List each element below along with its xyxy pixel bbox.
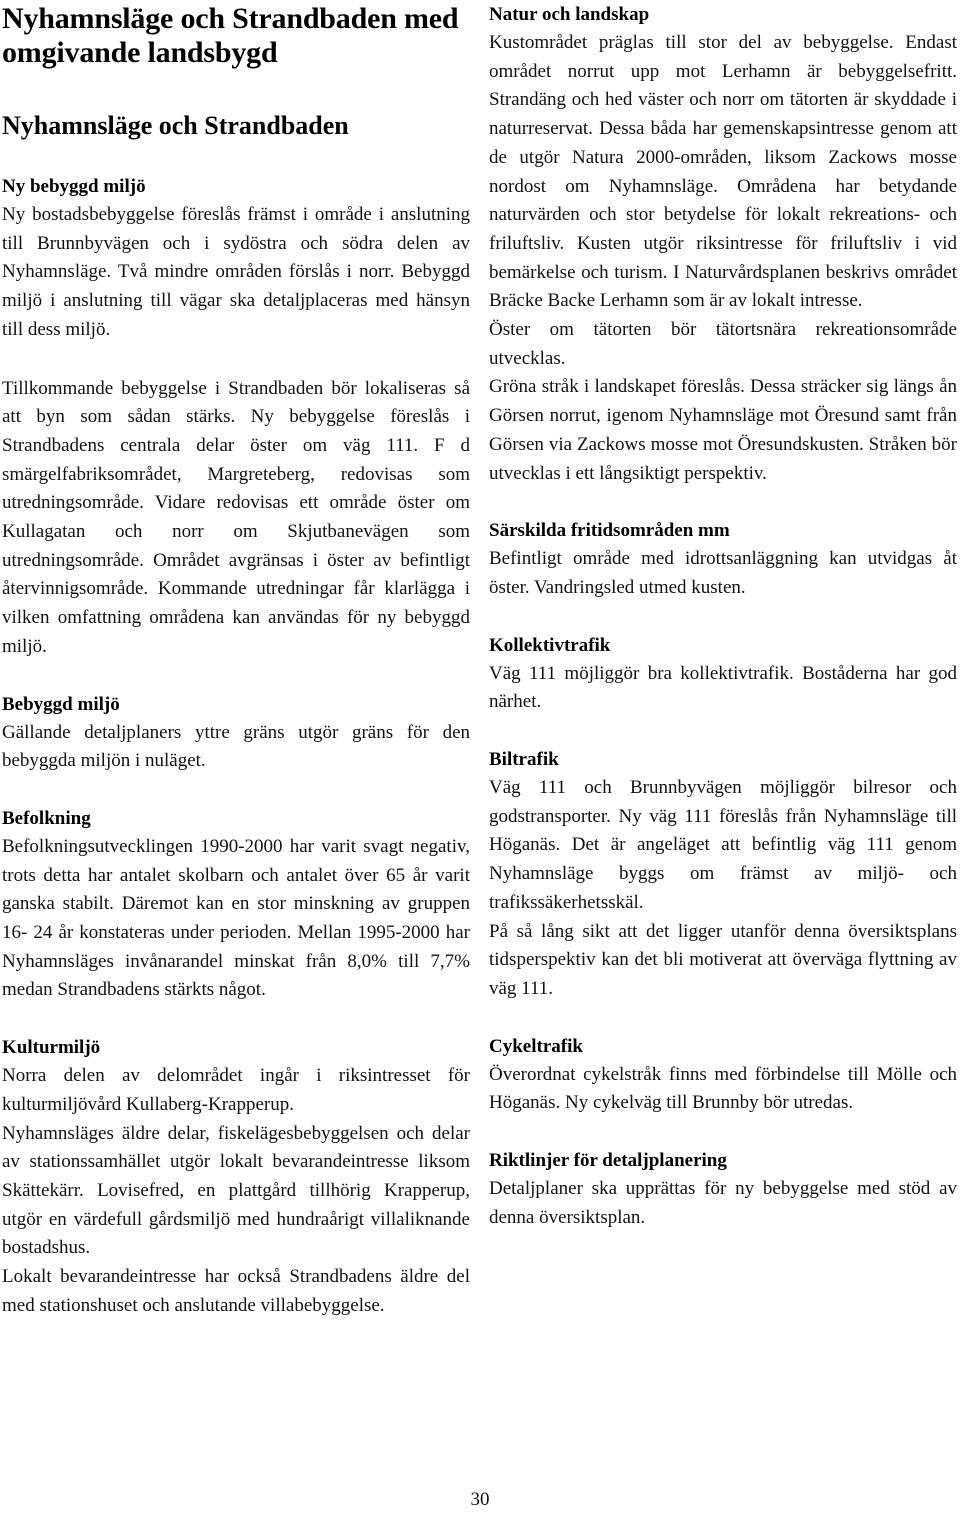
section-paragraph: Kustområdet präglas till stor del av bebyggelse. Endast området norrut upp mot Lerhamn är bebyggelsefritt. Strandäng och hed väster och norr om tätorten är skyddade i naturreservat. Dessa båda har gemenskapsintresse genom att de utgör Natura 2000-områden, liksom Zackows mosse nordost om Nyhamnsläge. Områdena har betydande naturvärden och stor betydelse för lokalt rekreations- och friluftsliv. Kusten utgör riksintresse för friluftsliv i vid bemärkelse och turism. I Naturvårdsplanen beskrivs området Bräcke Backe Lerhamn som är av lokalt intresse. bbox=[489, 32, 957, 312]
section-heading: Kollektivtrafik bbox=[489, 634, 611, 656]
section-subtitle: Nyhamnsläge och Strandbaden bbox=[2, 111, 349, 140]
section-paragraph: Gröna stråk i landskapet föreslås. Dessa sträcker sig längs ån Görsen norrut, igenom Nyhamnsläge mot Öresund samt från Görsen via Zackows mosse mot Öresundskusten. Stråken bör utvecklas i ett långsiktigt perspektiv. bbox=[489, 376, 957, 484]
section-paragraph: Tillkommande bebyggelse i Strandbaden bör lokaliseras så att byn som sådan stärks. Ny bebyggelse föreslås i Strandbadens centrala delar öster om väg 111. F d smärgelfabriksområdet, Margreteberg, redovisas som utredningsområde. Vidare redovisas ett område öster om Kullagatan och norr om Skjutbanevägen som utredningsområde. Området avgränsas i öster av befintligt återvinnigsområde. Kommande utredningar får klarlägga i vilken omfattning områdena kan användas för ny bebyggd miljö. bbox=[2, 377, 470, 657]
section-heading: Cykeltrafik bbox=[489, 1035, 583, 1057]
section-riktlinjer-detaljplanering bbox=[489, 1146, 957, 1232]
section-heading: Särskilda fritidsområden mm bbox=[489, 520, 730, 542]
section-paragraph: Öster om tätorten bör tätortsnära rekreationsområde utvecklas. bbox=[489, 319, 957, 369]
section-heading: Befolkning bbox=[2, 807, 91, 829]
section-paragraph: Ny bostadsbebyggelse föreslås främst i område i anslutning till Brunnbyvägen och i sydöstra och södra delen av Nyhamnsläge. Två mindre områden förslås i norr. Bebyggd miljö i anslutning till vägar ska detaljplaceras med hänsyn till dess miljö. bbox=[2, 204, 470, 340]
section-bebyggd-miljo bbox=[2, 690, 470, 776]
section-paragraph: Norra delen av delområdet ingår i riksintresset för kulturmiljövård Kullaberg-Krapperup. bbox=[2, 1065, 470, 1115]
section-ny-bebyggd-miljo bbox=[2, 172, 470, 345]
section-paragraph: Gällande detaljplaners yttre gräns utgör gräns för den bebyggda miljön i nuläget. bbox=[2, 721, 470, 772]
section-paragraph: Nyhamnsläges äldre delar, fiskelägesbebyggelsen och delar av stationssamhället utgör lokalt bevarandeintresse liksom Skättekärr. Lovisefred, en plattgård tillhörig Krapperup, utgör en värdefull gårdsmiljö med hundraårigt villaliknande bostadshus. bbox=[2, 1122, 470, 1259]
section-natur-och-landskap bbox=[489, 0, 957, 488]
left-column bbox=[2, 0, 470, 1321]
section-heading: Natur och landskap bbox=[489, 4, 650, 25]
section-paragraph: Lokalt bevarandeintresse har också Strandbadens äldre del med stationshuset och anslutande villabebyggelse. bbox=[2, 1266, 470, 1316]
section-heading: Biltrafik bbox=[489, 749, 559, 771]
section-biltrafik bbox=[489, 745, 957, 1004]
section-sarskilda-fritidsomraden bbox=[489, 516, 957, 602]
document-title: Nyhamnsläge och Strandbaden med omgivande landsbygd bbox=[2, 2, 459, 69]
section-tillkommande-bebyggelse bbox=[2, 375, 470, 662]
section-heading: Kulturmiljö bbox=[2, 1037, 101, 1059]
section-cykeltrafik bbox=[489, 1032, 957, 1118]
section-paragraph: Detaljplaner ska upprättas för ny bebyggelse med stöd av denna översiktsplan. bbox=[489, 1178, 957, 1228]
section-heading: Riktlinjer för detaljplanering bbox=[489, 1150, 727, 1172]
section-paragraph: Befintligt område med idrottsanläggning kan utvidgas åt öster. Vandringsled utmed kusten. bbox=[489, 548, 957, 598]
right-column bbox=[489, 0, 957, 1233]
section-paragraph: Väg 111 och Brunnbyvägen möjliggör bilresor och godstransporter. Ny väg 111 föreslås från Nyhamnsläge till Höganäs. Det är angeläget att befintlig väg 111 genom Nyhamnsläge byggs om främst av miljö- och trafikssäkerhetsskäl. bbox=[489, 777, 957, 913]
section-kulturmiljo bbox=[2, 1033, 470, 1320]
section-befolkning bbox=[2, 804, 470, 1005]
section-paragraph: Väg 111 möjliggör bra kollektivtrafik. Boståderna har god närhet. bbox=[489, 662, 957, 713]
section-paragraph: Överordnat cykelstråk finns med förbindelse till Mölle och Höganäs. Ny cykelväg till Brunnby bör utredas. bbox=[489, 1063, 957, 1114]
section-paragraph: På så lång sikt att det ligger utanför denna översiktsplans tidsperspektiv kan det bli motiverat att överväga flyttning av väg 111. bbox=[489, 920, 957, 999]
section-heading: Ny bebyggd miljö bbox=[2, 176, 146, 197]
section-heading: Bebyggd miljö bbox=[2, 693, 120, 715]
section-paragraph: Befolkningsutvecklingen 1990-2000 har varit svagt negativ, trots detta har antalet skolbarn och antalet över 65 år varit ganska stabilt. Däremot kan en stor minskning av gruppen 16- 24 år konstateras under perioden. Mellan 1995-2000 har Nyhamnsläges invånarandel minskat från 8,0% till 7,7% medan Strandbadens stärkts något. bbox=[2, 835, 470, 1001]
section-kollektivtrafik bbox=[489, 631, 957, 717]
page-number: 30 bbox=[470, 1489, 490, 1510]
